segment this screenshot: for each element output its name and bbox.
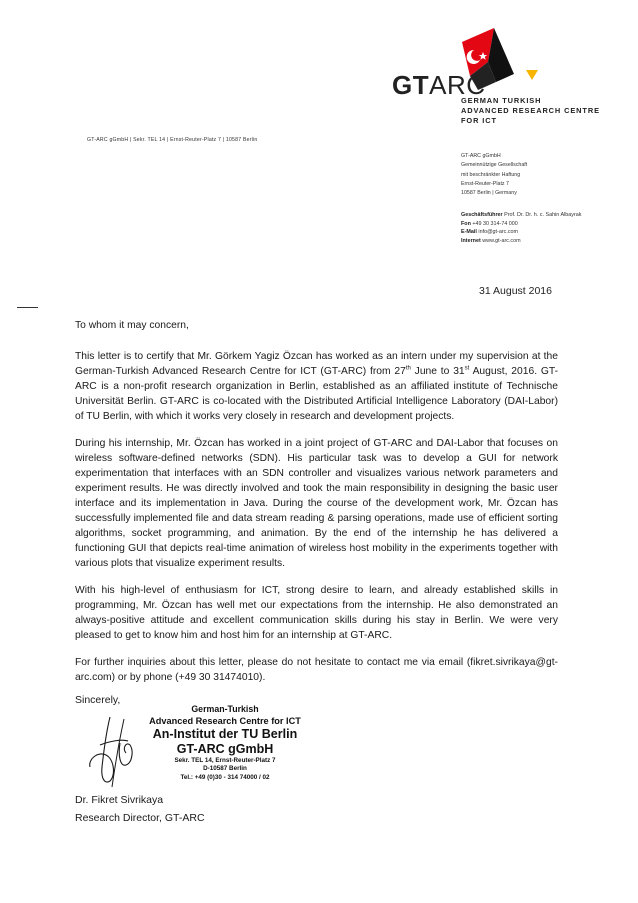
stamp-line-5: Sekr. TEL 14, Ernst-Reuter-Platz 7: [174, 757, 276, 764]
closing: Sincerely,: [75, 694, 121, 706]
organization-address: [461, 152, 527, 198]
signer-block: [75, 791, 205, 827]
address-line: Ernst-Reuter-Platz 7: [461, 180, 509, 187]
email-label: E-Mail: [461, 229, 477, 236]
signer-title: Research Director, GT-ARC: [75, 812, 205, 824]
address-line: Gemeinnützige Gesellschaft: [461, 162, 528, 169]
stamp-line-6: D-10587 Berlin: [203, 765, 247, 772]
stamp-line-3: An-Institut der TU Berlin: [152, 727, 298, 741]
fold-mark: [17, 307, 38, 308]
contact-details: [461, 211, 581, 245]
logo-text-arc: ARC: [429, 70, 486, 100]
p1-part-c: August, 2016. GT-ARC is a non-profit research organization in Berlin, established as an affiliated institute of Technische Universität Berlin. GT-ARC is co-located with the Distributed Artificial Intelligence Laboratory (DAI-Labor) of TU Berlin, with which it works very closely in research and development projects.: [75, 366, 559, 422]
address-line: 10587 Berlin | Germany: [461, 190, 517, 197]
logo-wordmark: [392, 72, 486, 98]
p1-sup-st: st: [464, 365, 470, 372]
managing-director-line: [461, 211, 581, 220]
internet-value[interactable]: www.gt-arc.com: [482, 237, 521, 244]
stamp-line-2: Advanced Research Centre for ICT: [149, 716, 301, 726]
organization-name: [461, 96, 600, 126]
p1-sup-th: th: [405, 365, 411, 372]
p1-part-b: June to 31: [410, 366, 465, 377]
email-value[interactable]: info@gt-arc.com: [478, 229, 518, 236]
phone-line: [461, 220, 581, 229]
stamp-line-1: German-Turkish: [191, 704, 259, 714]
stamp-line-7: Tel.: +49 (0)30 - 314 74000 / 02: [180, 774, 270, 781]
org-line-1: GERMAN TURKISH: [461, 96, 542, 105]
p1-part-a: This letter is to certify that Mr. Görkem Yagiz Özcan has worked as an intern under my supervision at the German-Turkish Advanced Research Centre for ICT (GT-ARC) from 27: [75, 351, 558, 377]
logo-yellow-shape: [526, 70, 538, 80]
stamp-line-4: GT-ARC gGmbH: [176, 742, 274, 756]
email-line: [461, 228, 581, 237]
paragraph-certification: [75, 349, 558, 424]
org-line-2: ADVANCED RESEARCH CENTRE: [461, 106, 600, 115]
logo-text-gt: GT: [392, 70, 430, 100]
letter-body: [75, 318, 558, 697]
paragraph-evaluation: With his high-level of enthusiasm for ICT, strong desire to learn, and already established skills in programming, Mr. Özcan has well met our expectations from the internship. He also demonstrated an always-positive attitude and excellent communication skills during his stay in Berlin. We were very pleased to get to know him and host him for an internship at GT-ARC.: [75, 585, 558, 641]
address-line: GT-ARC gGmbH: [461, 153, 501, 159]
paragraph-internship-work: During his internship, Mr. Özcan has worked in a joint project of GT-ARC and DAI-Labor that focuses on wireless software-defined networks (SDN). His particular task was to develop a GUI for network experimentation that interfaces with an SDN controller and visualizes various network parameters and experiment results. He was directly involved and took the main responsibility in designing the basic user interface and its implementation in Java. During the course of the development work, Mr. Özcan has successfully implemented file and data stream reading & parsing operations, made use of efficient sorting algorithms, socket programming, and animation. By the end of the internship he has delivered a functioning GUI that depicts real-time animation of wireless host mobility in the experiments together with various plots that visualize experiment results.: [75, 438, 558, 569]
fon-label: Fon: [461, 220, 471, 227]
company-stamp: [120, 704, 330, 782]
salutation: To whom it may concern,: [75, 320, 189, 331]
org-line-3: FOR ICT: [461, 116, 497, 125]
md-value: Prof. Dr. Dr. h. c. Sahin Albayrak: [504, 212, 582, 218]
sender-address-line: GT-ARC gGmbH | Sekr. TEL 14 | Ernst-Reuter-Platz 7 | 10587 Berlin: [87, 137, 258, 143]
address-line: mit beschränkter Haftung: [461, 171, 521, 178]
signer-name: Dr. Fikret Sivrikaya: [75, 794, 164, 806]
letter-date: 31 August 2016: [479, 285, 552, 297]
fon-value: +49 30 314-74 000: [472, 220, 518, 227]
internet-label: Internet: [461, 237, 481, 244]
paragraph-contact: For further inquiries about this letter, please do not hesitate to contact me via email (fikret.sivrikaya@gt-arc.com) or by phone (+49 30 31474010).: [75, 657, 558, 683]
internet-line: [461, 237, 581, 246]
md-label: Geschäftsführer: [461, 212, 503, 218]
